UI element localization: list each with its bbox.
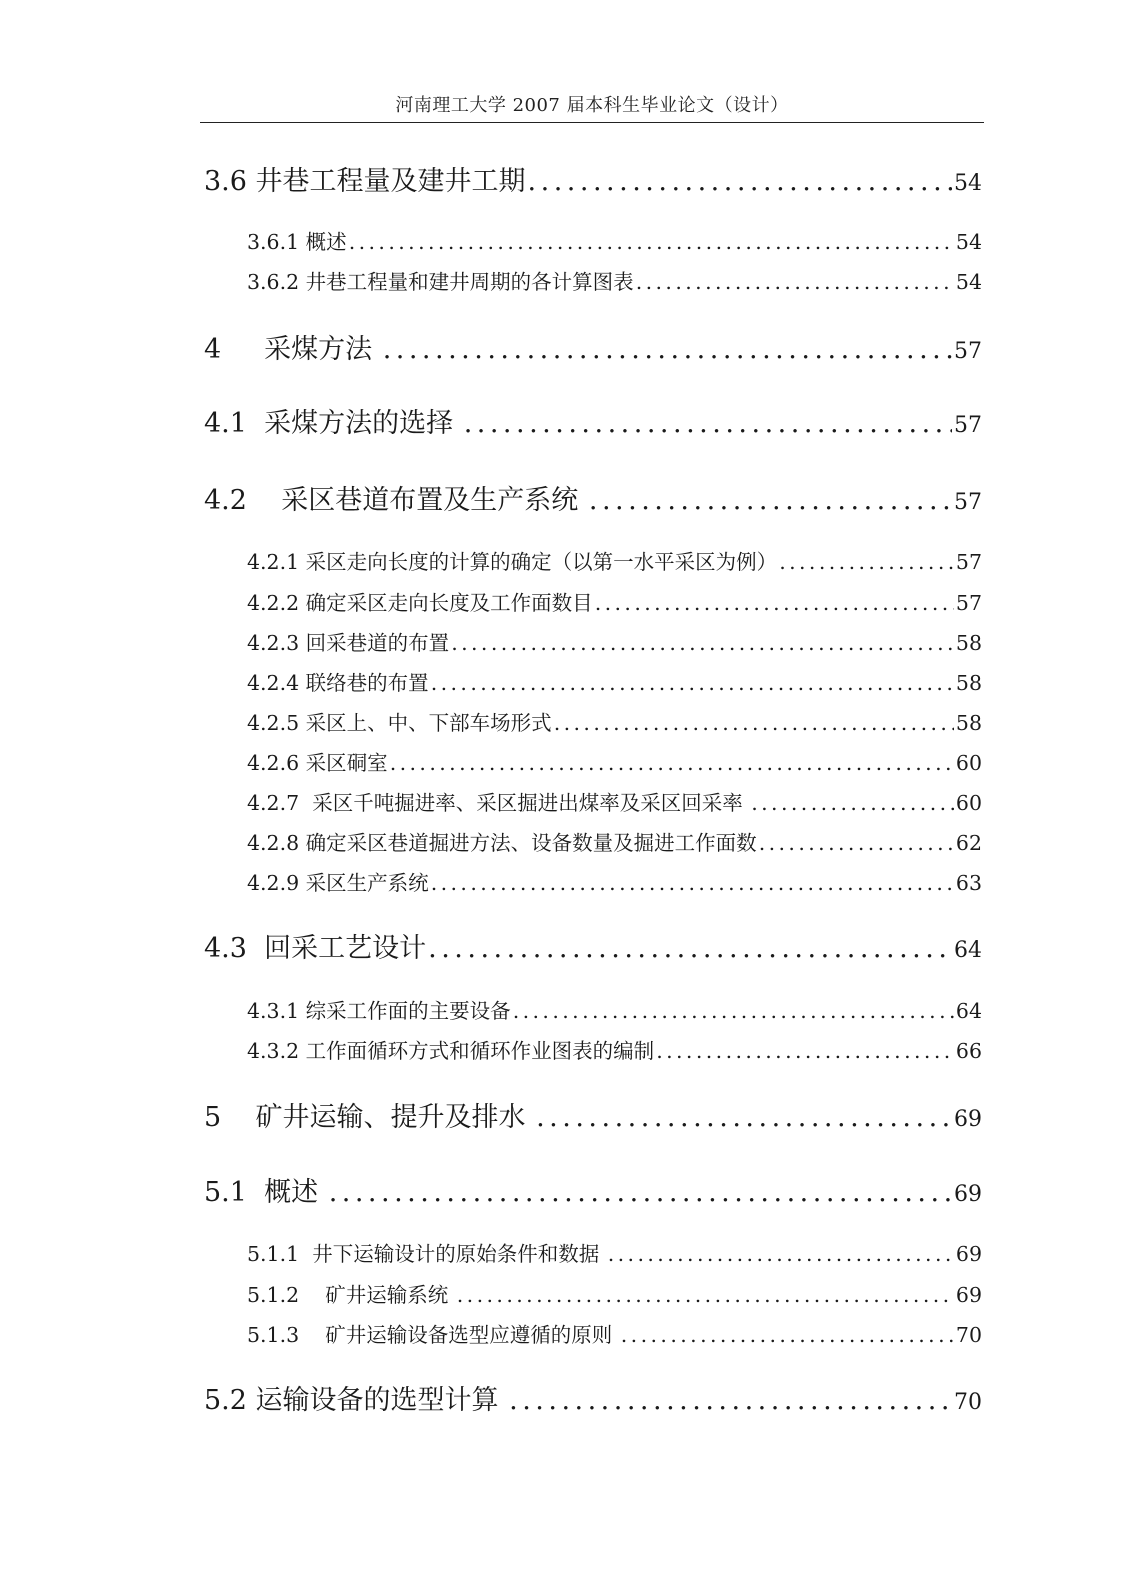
toc-page-number: 54 (955, 270, 982, 294)
toc-dot-leader (656, 1035, 954, 1067)
toc-section-entry[interactable] (204, 330, 982, 370)
toc-page-number: 64 (954, 938, 982, 963)
toc-page-number: 58 (955, 671, 982, 695)
toc-page-number: 70 (955, 1323, 982, 1347)
toc-entry-title: 4.2.3 回采巷道的布置 (247, 631, 450, 655)
toc-dot-leader (329, 1173, 952, 1213)
toc-subsection-entry[interactable] (247, 1279, 982, 1311)
toc-dot-leader (513, 995, 954, 1027)
toc-subsection-entry[interactable] (247, 266, 982, 298)
toc-page-number: 66 (955, 1039, 982, 1063)
toc-entry-title: 5.1.3 矿井运输设备选型应遵循的原则 (247, 1323, 619, 1347)
toc-dot-leader (779, 546, 954, 578)
toc-dot-leader (636, 266, 954, 298)
toc-dot-leader (751, 787, 954, 819)
toc-page-number: 69 (954, 1182, 982, 1207)
toc-page-number: 58 (955, 631, 982, 655)
toc-subsection-entry[interactable] (247, 1035, 982, 1067)
toc-section-entry[interactable] (204, 481, 982, 521)
toc-dot-leader (759, 827, 954, 859)
toc-dot-leader (349, 226, 954, 258)
toc-dot-leader (536, 1098, 952, 1138)
toc-subsection-entry[interactable] (247, 995, 982, 1027)
toc-section-entry[interactable] (204, 404, 982, 444)
toc-page-number: 69 (955, 1242, 982, 1266)
toc-subsection-entry[interactable] (247, 787, 982, 819)
toc-entry-title: 4.2.6 采区硐室 (247, 751, 388, 775)
toc-dot-leader (595, 587, 954, 619)
toc-page-number: 57 (955, 591, 982, 615)
toc-entry-title: 4.2.8 确定采区巷道掘进方法、设备数量及掘进工作面数 (247, 831, 757, 855)
toc-entry-title: 4.3.2 工作面循环方式和循环作业图表的编制 (247, 1039, 655, 1063)
toc-entry-title: 4.3.1 综采工作面的主要设备 (247, 999, 511, 1023)
toc-subsection-entry[interactable] (247, 1319, 982, 1351)
toc-entry-title: 4.2.7 采区千吨掘进率、采区掘进出煤率及采区回采率 (247, 791, 750, 815)
toc-dot-leader (464, 404, 952, 444)
toc-entry-title: 5.1.1 井下运输设计的原始条件和数据 (247, 1242, 606, 1266)
toc-entry-title: 4.2 采区巷道布置及生产系统 (204, 485, 587, 516)
toc-section-entry[interactable] (204, 1173, 982, 1213)
toc-entry-title: 4 采煤方法 (204, 334, 381, 365)
toc-subsection-entry[interactable] (247, 226, 982, 258)
toc-dot-leader (621, 1319, 954, 1351)
toc-dot-leader (608, 1238, 954, 1270)
toc-entry-title: 3.6 井巷工程量及建井工期 (204, 166, 526, 197)
toc-page-number: 57 (954, 490, 982, 515)
toc-dot-leader (589, 481, 952, 521)
toc-subsection-entry[interactable] (247, 667, 982, 699)
toc-entry-title: 5 矿井运输、提升及排水 (204, 1102, 535, 1133)
toc-entry-title: 4.1 采煤方法的选择 (204, 408, 462, 439)
toc-page-number: 69 (954, 1107, 982, 1132)
toc-subsection-entry[interactable] (247, 1238, 982, 1270)
toc-entry-title: 5.1.2 矿井运输系统 (247, 1283, 455, 1307)
toc-page-number: 64 (955, 999, 982, 1023)
toc-entry-title: 4.2.2 确定采区走向长度及工作面数目 (247, 591, 593, 615)
header-title: 河南理工大学 2007 届本科生毕业论文（设计） (395, 95, 789, 116)
toc-entry-title: 5.1 概述 (204, 1177, 327, 1208)
toc-page-number: 60 (955, 791, 982, 815)
toc-dot-leader (451, 627, 954, 659)
toc-subsection-entry[interactable] (247, 827, 982, 859)
toc-page-number: 57 (954, 339, 982, 364)
toc-subsection-entry[interactable] (247, 546, 982, 578)
toc-section-entry[interactable] (204, 162, 982, 202)
toc-page-number: 62 (955, 831, 982, 855)
toc-dot-leader (428, 929, 952, 969)
toc-page-number: 54 (955, 230, 982, 254)
toc-dot-leader (457, 1279, 954, 1311)
toc-page-number: 60 (955, 751, 982, 775)
toc-dot-leader (509, 1381, 952, 1421)
toc-subsection-entry[interactable] (247, 867, 982, 899)
toc-dot-leader (390, 747, 954, 779)
toc-entry-title: 4.2.9 采区生产系统 (247, 871, 429, 895)
toc-entry-title: 4.2.5 采区上、中、下部车场形式 (247, 711, 552, 735)
toc-entry-title: 3.6.1 概述 (247, 230, 347, 254)
toc-section-entry[interactable] (204, 1381, 982, 1421)
toc-page-number: 58 (955, 711, 982, 735)
toc-dot-leader (528, 162, 952, 202)
toc-subsection-entry[interactable] (247, 587, 982, 619)
toc-entry-title: 3.6.2 井巷工程量和建井周期的各计算图表 (247, 270, 634, 294)
toc-entry-title: 4.3 回采工艺设计 (204, 933, 427, 964)
toc-entry-title: 4.2.1 采区走向长度的计算的确定（以第一水平采区为例） (247, 550, 778, 574)
toc-dot-leader (383, 330, 952, 370)
toc-subsection-entry[interactable] (247, 627, 982, 659)
toc-page-number: 57 (955, 550, 982, 574)
toc-subsection-entry[interactable] (247, 747, 982, 779)
toc-subsection-entry[interactable] (247, 707, 982, 739)
toc-page-number: 54 (954, 171, 982, 196)
toc-entry-title: 4.2.4 联络巷的布置 (247, 671, 429, 695)
toc-page-number: 63 (955, 871, 982, 895)
toc-page-number: 70 (954, 1390, 982, 1415)
toc-entry-title: 5.2 运输设备的选型计算 (204, 1385, 508, 1416)
toc-section-entry[interactable] (204, 1098, 982, 1138)
toc-dot-leader (431, 867, 954, 899)
toc-dot-leader (431, 667, 954, 699)
toc-dot-leader (554, 707, 954, 739)
toc-page-number: 57 (954, 413, 982, 438)
toc-page-number: 69 (955, 1283, 982, 1307)
toc-section-entry[interactable] (204, 929, 982, 969)
